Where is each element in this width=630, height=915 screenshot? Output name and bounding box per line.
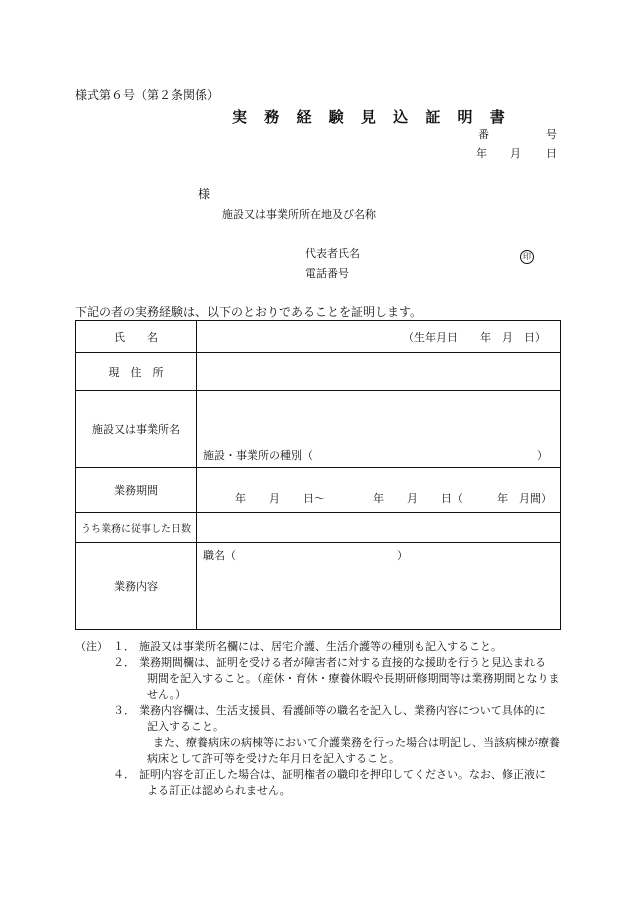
date-day-label: 日 <box>546 147 557 160</box>
representative-label: 代表者氏名 <box>305 247 360 260</box>
note-item <box>75 655 565 703</box>
note-line: よる訂正は認められません。 <box>147 784 291 797</box>
period-month3: 月間） <box>519 492 552 505</box>
note-item <box>75 767 565 799</box>
working-days-label: うち業務に従事した日数 <box>76 513 197 543</box>
period-day2: 日（ <box>441 492 463 505</box>
period-label: 業務期間 <box>76 468 197 513</box>
date-year-label: 年 <box>476 147 487 160</box>
table-row <box>76 543 561 630</box>
period-month2: 月 <box>407 492 418 505</box>
address-field[interactable] <box>197 353 561 391</box>
document-title: 実 務 経 験 見 込 証 明 書 <box>232 108 511 126</box>
note-line: せん。） <box>147 688 187 701</box>
period-year2: 年 <box>373 492 384 505</box>
address-label: 現 住 所 <box>76 353 197 391</box>
period-year3: 年 <box>497 492 508 505</box>
number-label-go: 号 <box>546 128 557 141</box>
facility-name-field[interactable] <box>197 391 561 468</box>
table-row <box>76 513 561 543</box>
name-label: 氏 名 <box>76 321 197 353</box>
table-row <box>76 468 561 513</box>
note-line: 業務期間欄は、証明を受ける者が障害者に対する直接的な援助を行うと見込まれる <box>139 656 546 669</box>
note-line: 業務内容欄は、生活支援員、看護師等の職名を記入し、業務内容について具体的に <box>139 704 546 717</box>
table-row <box>76 321 561 353</box>
name-field[interactable] <box>197 321 561 353</box>
table-row <box>76 353 561 391</box>
addressee-sama: 様 <box>198 187 211 201</box>
note-line: 証明内容を訂正した場合は、証明権者の職印を押印してください。なお、修正液に <box>139 768 546 781</box>
period-day1: 日〜 <box>303 492 325 505</box>
facility-address-label: 施設又は事業所所在地及び名称 <box>222 208 376 221</box>
phone-label: 電話番号 <box>305 267 349 280</box>
facility-type-close: ） <box>537 449 548 462</box>
working-days-field[interactable] <box>197 513 561 543</box>
note-number: ４． <box>113 768 135 781</box>
period-year1: 年 <box>235 492 246 505</box>
note-line: 施設又は事業所名欄には、居宅介護、生活介護等の種別も記入すること。 <box>139 640 502 653</box>
period-field[interactable] <box>197 468 561 513</box>
duties-field[interactable] <box>197 543 561 630</box>
period-month1: 月 <box>269 492 280 505</box>
note-number: １． <box>113 640 135 653</box>
position-label: 職名（ <box>203 549 236 562</box>
notes-section <box>75 639 565 799</box>
note-line: 記入すること。 <box>147 720 224 733</box>
note-line: また、療養病床の病棟等において介護業務を行った場合は明記し、当該病棟が療養 <box>153 736 560 749</box>
note-item <box>75 735 565 767</box>
birth-date-text: （生年月日 年 月 日） <box>403 330 546 344</box>
note-line: 病床として許可等を受けた年月日を記入すること。 <box>147 752 400 765</box>
number-label-ban: 番 <box>478 128 489 141</box>
duties-label: 業務内容 <box>76 543 197 630</box>
position-close: ） <box>397 549 408 562</box>
note-line: 期間を記入すること。（産休・育休・療養休暇や長期研修期間等は業務期間となりま <box>147 672 560 685</box>
note-number: ３． <box>113 704 135 717</box>
date-month-label: 月 <box>510 147 521 160</box>
form-number: 様式第６号（第２条関係） <box>75 88 220 102</box>
note-item <box>75 703 565 735</box>
certificate-table <box>75 320 561 630</box>
intro-text: 下記の者の実務経験は、以下のとおりであることを証明します。 <box>75 305 423 319</box>
note-number: ２． <box>113 656 135 669</box>
seal-mark: 印 <box>520 244 534 264</box>
facility-name-label: 施設又は事業所名 <box>76 391 197 468</box>
note-item <box>75 639 565 655</box>
notes-head: （注） <box>75 640 108 653</box>
facility-type-label: 施設・事業所の種別（ <box>203 449 313 462</box>
table-row <box>76 391 561 468</box>
